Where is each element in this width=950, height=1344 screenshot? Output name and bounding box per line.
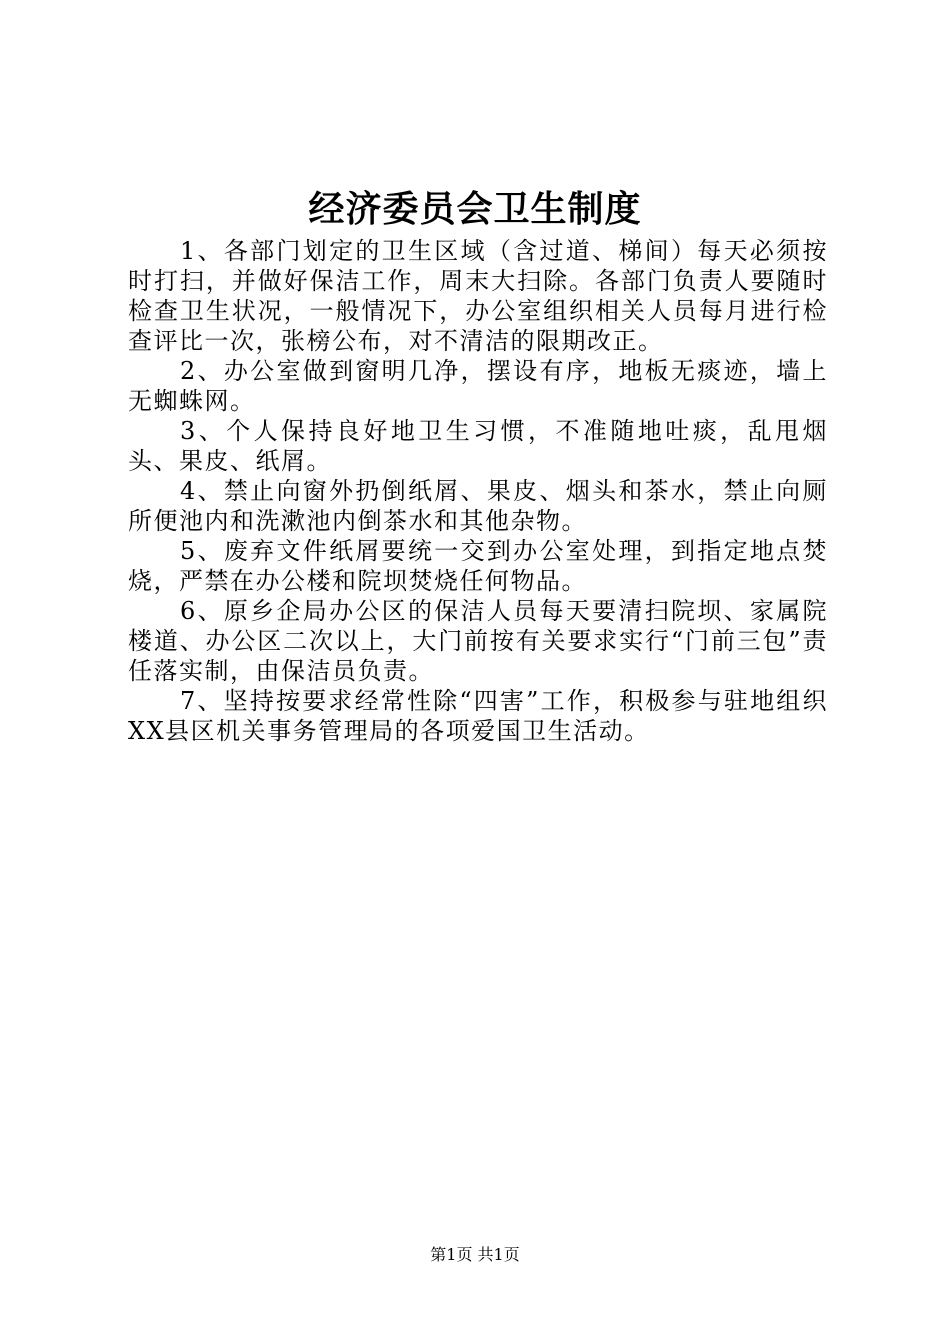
document-body <box>128 236 828 746</box>
paragraph-5: 5、废弃文件纸屑要统一交到办公室处理，到指定地点焚烧，严禁在办公楼和院坝焚烧任何物品。 <box>128 537 828 595</box>
paragraph-7: 7、坚持按要求经常性除“四害”工作，积极参与驻地组织XX县区机关事务管理局的各项爱国卫生活动。 <box>128 687 828 745</box>
paragraph-2: 2、办公室做到窗明几净，摆设有序，地板无痰迹，墙上无蜘蛛网。 <box>128 357 828 415</box>
paragraph-4: 4、禁止向窗外扔倒纸屑、果皮、烟头和茶水，禁止向厕所便池内和洗漱池内倒茶水和其他杂物。 <box>128 477 828 535</box>
paragraph-3: 3、个人保持良好地卫生习惯，不准随地吐痰，乱甩烟头、果皮、纸屑。 <box>128 417 828 475</box>
page-footer: 第1页 共1页 <box>430 1245 520 1264</box>
paragraph-1: 1、各部门划定的卫生区域（含过道、梯间）每天必须按时打扫，并做好保洁工作，周末大扫除。各部门负责人要随时检查卫生状况，一般情况下，办公室组织相关人员每月进行检查评比一次，张榜公布，对不清洁的限期改正。 <box>128 237 828 355</box>
document-title: 经济委员会卫生制度 <box>308 188 642 230</box>
paragraph-6: 6、原乡企局办公区的保洁人员每天要清扫院坝、家属院楼道、办公区二次以上，大门前按有关要求实行“门前三包”责任落实制，由保洁员负责。 <box>128 597 828 685</box>
